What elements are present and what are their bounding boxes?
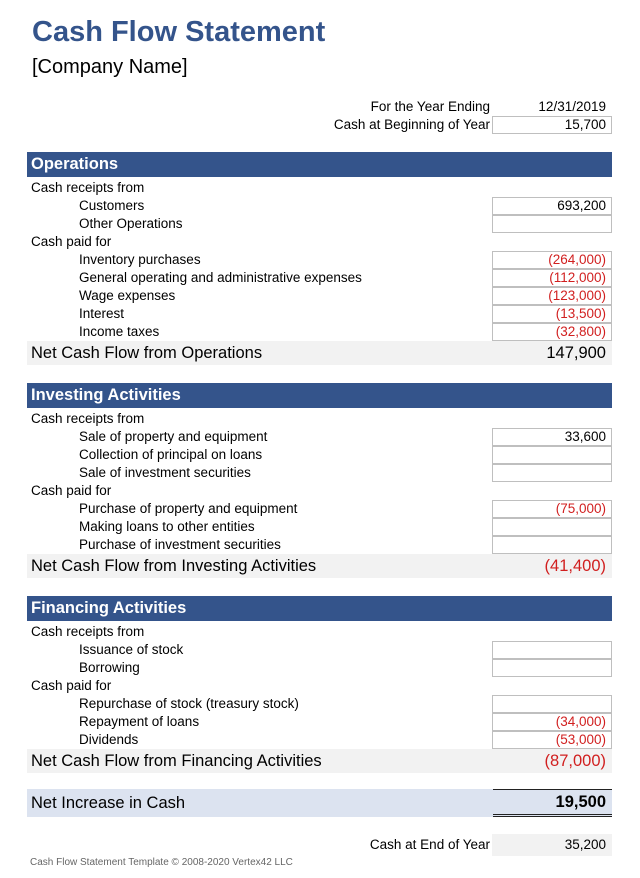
financing-header: Financing Activities: [27, 596, 612, 621]
operations-total-label: Net Cash Flow from Operations: [31, 344, 263, 362]
net-increase-value: 19,500: [493, 789, 612, 817]
net-increase-label: Net Increase in Cash: [31, 794, 186, 812]
investing-purchase-property-field[interactable]: (75,000): [492, 500, 612, 518]
investing-receipts-label: Cash receipts from: [31, 411, 145, 426]
investing-paid-label: Cash paid for: [31, 483, 112, 498]
operations-paid-label: Cash paid for: [31, 234, 112, 249]
operations-receipts-label: Cash receipts from: [31, 180, 145, 195]
financing-issuance-label: Issuance of stock: [79, 642, 184, 657]
investing-collection-label: Collection of principal on loans: [79, 447, 263, 462]
financing-receipts-label: Cash receipts from: [31, 624, 145, 639]
investing-sale-property-label: Sale of property and equipment: [79, 429, 268, 444]
financing-repayment-label: Repayment of loans: [79, 714, 200, 729]
financing-total-row: [27, 749, 612, 773]
page-title: Cash Flow Statement: [32, 16, 326, 48]
operations-total-row: [27, 341, 612, 365]
operations-customers-field[interactable]: 693,200: [492, 197, 612, 215]
footer-copyright: Cash Flow Statement Template © 2008-2020 Vertex42 LLC: [30, 857, 293, 868]
financing-total-value: (87,000): [544, 752, 606, 770]
financing-repayment-field[interactable]: (34,000): [492, 713, 612, 731]
investing-purchase-property-label: Purchase of property and equipment: [79, 501, 298, 516]
financing-dividends-field[interactable]: (53,000): [492, 731, 612, 749]
investing-total-row: [27, 554, 612, 578]
investing-sale-securities-field[interactable]: [492, 464, 612, 482]
operations-other-label: Other Operations: [79, 216, 183, 231]
investing-loans-field[interactable]: [492, 518, 612, 536]
financing-repurchase-field[interactable]: [492, 695, 612, 713]
investing-sale-property-field[interactable]: 33,600: [492, 428, 612, 446]
financing-repurchase-label: Repurchase of stock (treasury stock): [79, 696, 299, 711]
operations-inventory-label: Inventory purchases: [79, 252, 201, 267]
operations-wage-label: Wage expenses: [79, 288, 176, 303]
cash-end-value: 35,200: [492, 834, 612, 856]
operations-interest-field[interactable]: (13,500): [492, 305, 612, 323]
operations-tax-label: Income taxes: [79, 324, 160, 339]
operations-general-field[interactable]: (112,000): [492, 269, 612, 287]
investing-collection-field[interactable]: [492, 446, 612, 464]
operations-tax-field[interactable]: (32,800): [492, 323, 612, 341]
investing-header: Investing Activities: [27, 383, 612, 408]
financing-borrowing-field[interactable]: [492, 659, 612, 677]
investing-purchase-securities-label: Purchase of investment securities: [79, 537, 281, 552]
operations-header: Operations: [27, 152, 612, 177]
investing-total-label: Net Cash Flow from Investing Activities: [31, 557, 317, 575]
year-ending-label: For the Year Ending: [370, 99, 490, 114]
operations-other-field[interactable]: [492, 215, 612, 233]
operations-general-label: General operating and administrative expenses: [79, 270, 362, 285]
investing-loans-label: Making loans to other entities: [79, 519, 255, 534]
operations-customers-label: Customers: [79, 198, 145, 213]
investing-total-value: (41,400): [544, 557, 606, 575]
operations-interest-label: Interest: [79, 306, 125, 321]
financing-issuance-field[interactable]: [492, 641, 612, 659]
financing-borrowing-label: Borrowing: [79, 660, 140, 675]
financing-total-label: Net Cash Flow from Financing Activities: [31, 752, 322, 770]
operations-total-value: 147,900: [546, 344, 606, 362]
year-ending-field[interactable]: 12/31/2019: [492, 98, 612, 116]
cash-begin-field[interactable]: 15,700: [492, 116, 612, 134]
financing-paid-label: Cash paid for: [31, 678, 112, 693]
operations-inventory-field[interactable]: (264,000): [492, 251, 612, 269]
cash-end-label: Cash at End of Year: [369, 837, 490, 852]
cash-begin-label: Cash at Beginning of Year: [333, 117, 490, 132]
operations-wage-field[interactable]: (123,000): [492, 287, 612, 305]
financing-dividends-label: Dividends: [79, 732, 139, 747]
net-increase-row: [27, 789, 612, 817]
company-name[interactable]: [Company Name]: [32, 56, 188, 78]
investing-purchase-securities-field[interactable]: [492, 536, 612, 554]
investing-sale-securities-label: Sale of investment securities: [79, 465, 251, 480]
